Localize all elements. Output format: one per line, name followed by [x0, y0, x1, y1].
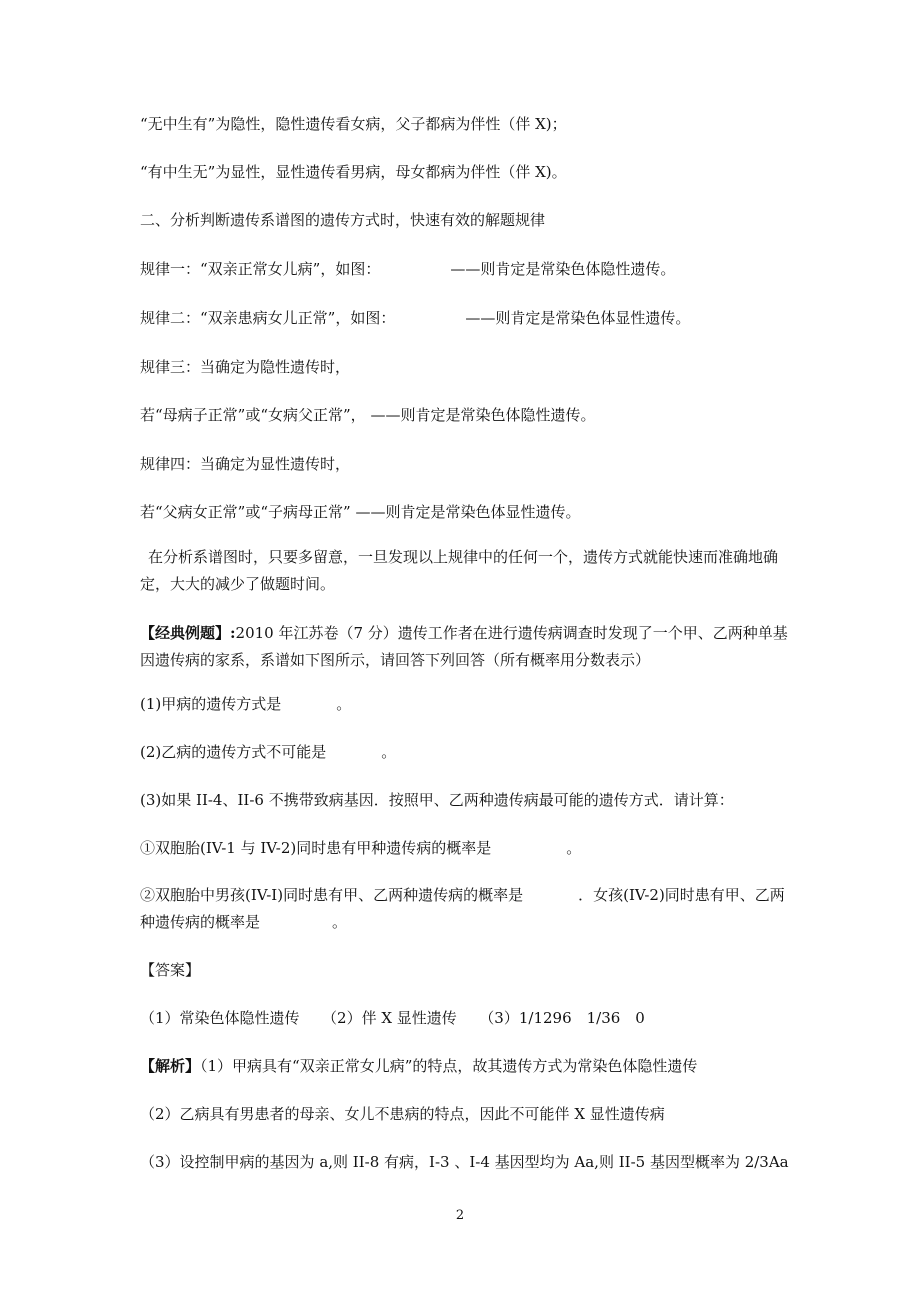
- answer-heading: 【答案】: [140, 961, 201, 979]
- question-3-part-1-end: 。: [566, 839, 582, 857]
- rule-two-conclusion: ——则肯定是常染色体显性遗传。: [465, 309, 691, 327]
- question-3-part-2: [140, 882, 790, 936]
- rule-line-recessive: “无中生有”为隐性，隐性遗传看女病，父子都病为伴性（伴 X)；: [140, 115, 567, 133]
- summary-paragraph: 在分析系谱图时，只要多留意，一旦发现以上规律中的任何一个，遗传方式就能快速而准确地确定，大大的减少了做题时间。: [140, 548, 779, 593]
- answer-line: （1）常染色体隐性遗传 （2）伴 X 显性遗传 （3）1/1296 1/36 0: [140, 1009, 645, 1027]
- rule-one-conclusion: ——则肯定是常染色体隐性遗传。: [450, 260, 676, 278]
- question-3: (3)如果 II-4、II-6 不携带致病基因．按照甲、乙两种遗传病最可能的遗传方式．请计算：: [140, 791, 734, 809]
- page-number: 2: [455, 1208, 465, 1223]
- explanation-1: [140, 1056, 697, 1076]
- rule-two-text: 规律二：“双亲患病女儿正常”，如图：: [140, 309, 396, 327]
- rule-four-detail: 若“父病女正常”或“子病母正常” ——则肯定是常染色体显性遗传。: [140, 503, 581, 521]
- example-paragraph: [140, 620, 790, 674]
- question-2-text: (2)乙病的遗传方式不可能是: [140, 743, 327, 761]
- question-3-part-1-text: ①双胞胎(IV-1 与 IV-2)同时患有甲种遗传病的概率是: [140, 839, 492, 857]
- question-1: [140, 694, 351, 714]
- rule-two: [140, 308, 690, 328]
- question-1-text: (1)甲病的遗传方式是: [140, 695, 282, 713]
- explanation-1-text: （1）甲病具有“双亲正常女儿病”的特点，故其遗传方式为常染色体隐性遗传: [200, 1057, 698, 1075]
- rule-three: 规律三：当确定为隐性遗传时，: [140, 358, 351, 376]
- question-1-end: 。: [336, 695, 352, 713]
- explanation-label: 【解析】: [140, 1057, 201, 1075]
- rule-four: 规律四：当确定为显性遗传时，: [140, 455, 351, 473]
- explanation-2: （2）乙病具有男患者的母亲、女儿不患病的特点，因此不可能伴 X 显性遗传病: [140, 1105, 665, 1123]
- rule-line-dominant: “有中生无”为显性，显性遗传看男病，母女都病为伴性（伴 X)。: [140, 163, 567, 181]
- question-3-part-2-mid: ．女孩(IV-2)同时患有甲、乙两种遗传病的概率是: [140, 886, 785, 931]
- question-3-part-2-text: ②双胞胎中男孩(IV-I)同时患有甲、乙两种遗传病的概率是: [140, 886, 524, 904]
- section-heading: 二、分析判断遗传系谱图的遗传方式时，快速有效的解题规律: [140, 211, 546, 229]
- explanation-3: （3）设控制甲病的基因为 a,则 II-8 有病，I-3 、I-4 基因型均为 Aa,则 II-5 基因型概率为 2/3Aa: [140, 1153, 789, 1171]
- rule-one-text: 规律一：“双亲正常女儿病”，如图：: [140, 260, 381, 278]
- example-text: 2010 年江苏卷（7 分）遗传工作者在进行遗传病调查时发现了一个甲、乙两种单基因遗传病的家系，系谱如下图所示，请回答下列回答（所有概率用分数表示）: [140, 624, 788, 669]
- question-2: [140, 742, 396, 762]
- rule-one: [140, 259, 675, 279]
- rule-three-detail: 若“母病子正常”或“女病父正常”， ——则肯定是常染色体隐性遗传。: [140, 406, 596, 424]
- question-3-part-2-end: 。: [332, 913, 348, 931]
- question-2-end: 。: [381, 743, 397, 761]
- question-3-part-1: [140, 838, 581, 858]
- example-label: 【经典例题】:: [140, 624, 236, 642]
